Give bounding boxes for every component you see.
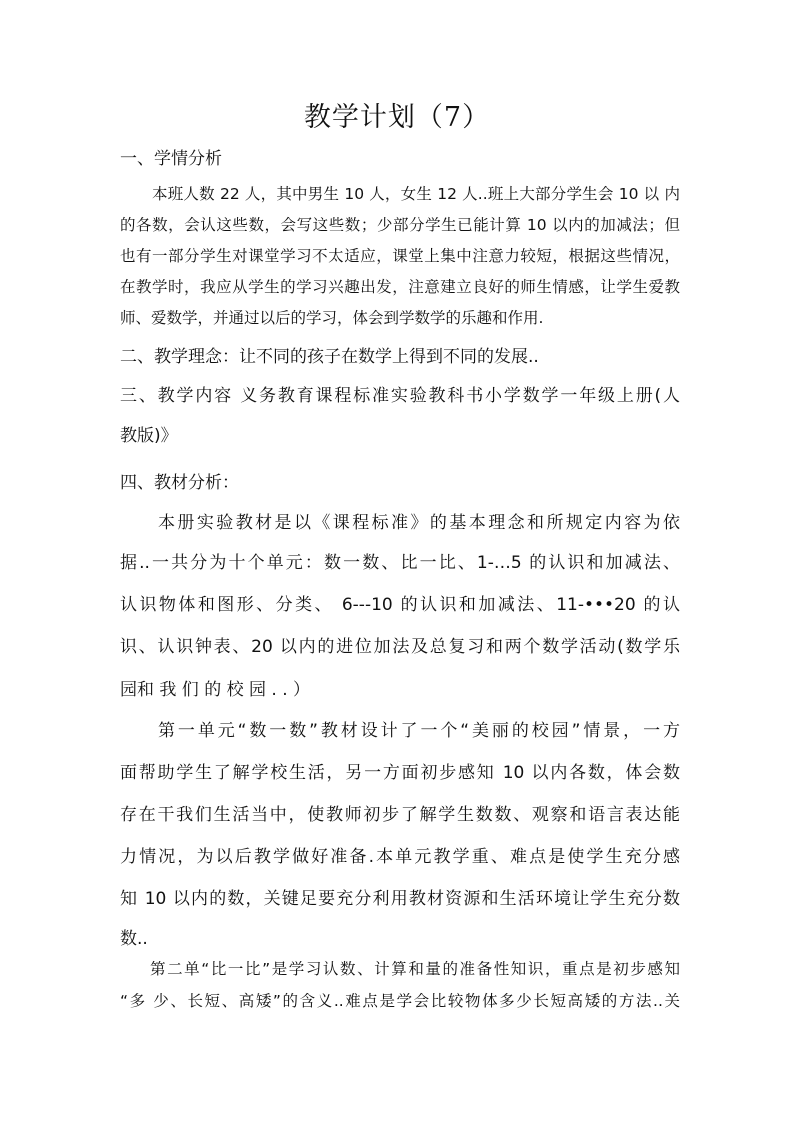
section1-line-4: 在教学时，我应从学生的学习兴趣出发，注意建立良好的师生情感，让学生爱教 [120, 278, 680, 296]
section4-para1-line-2: 据..一共分为十个单元：数一数、比一比、1-…5 的认识和加减法、 [120, 553, 680, 573]
section1-line-1: 本班人数 22 人，其中男生 10 人，女生 12 人..班上大部分学生会 10 以 内 [152, 185, 680, 203]
section2-heading: 二、教学理念：让不同的孩子在数学上得到不同的发展.. [120, 347, 539, 367]
section4-para2-line-5: 知 10 以内的数，关键足要充分利用教材资源和生活环境让学生充分数 [120, 889, 680, 909]
section4-para2-line-6: 数.. [120, 929, 148, 949]
page-title: 教学计划（7） [303, 102, 491, 133]
section4-heading: 四、教材分析： [120, 473, 239, 493]
section3-continuation: 教版)》 [120, 426, 178, 446]
section4-para2-line-3: 存在干我们生活当中，使教师初步了解学生数数、观察和语言表达能 [120, 805, 680, 825]
section1-heading: 一、学情分析 [120, 149, 222, 169]
section4-para3-line-2: “多 少、长短、高矮”的含义..难点是学会比较物体多少长短高矮的方法..关 [120, 992, 680, 1010]
section1-line-3: 也有一部分学生对课堂学习不太适应，课堂上集中注意力较短，根据这些情况， [120, 247, 680, 265]
section4-para1-line-3: 认识物体和图形、分类、 6---10 的认识和加减法、11-•••20 的认 [120, 595, 680, 615]
section1-line-2: 的各数，会认这些数，会写这些数；少部分学生已能计算 10 以内的加减法；但 [120, 216, 680, 234]
section4-para3-line-1: 第二单“比一比”是学习认数、计算和量的准备性知识，重点是初步感知 [150, 960, 680, 978]
section1-line-5: 师、爱数学，并通过以后的学习，体会到学数学的乐趣和作用. [120, 309, 544, 327]
section4-para1-line-1: 本册实验教材是以《课程标准》的基本理念和所规定内容为依 [158, 513, 680, 533]
section4-para1-line-4: 识、认识钟表、20 以内的进位加法及总复习和两个数学活动(数学乐 [120, 637, 680, 657]
section4-para1-line-5: 园和 我 们 的 校 园 . . ） [120, 680, 311, 700]
section3-heading: 三、教学内容 义务教育课程标准实验教科书小学数学一年级上册(人 [120, 386, 680, 406]
section4-para2-line-1: 第一单元“数一数”教材设计了一个“美丽的校园”情景，一方 [158, 721, 680, 741]
section4-para2-line-4: 力情况，为以后教学做好准备.本单元教学重、难点是使学生充分感 [120, 847, 680, 867]
section4-para2-line-2: 面帮助学生了解学校生活，另一方面初步感知 10 以内各数，体会数 [120, 763, 680, 783]
